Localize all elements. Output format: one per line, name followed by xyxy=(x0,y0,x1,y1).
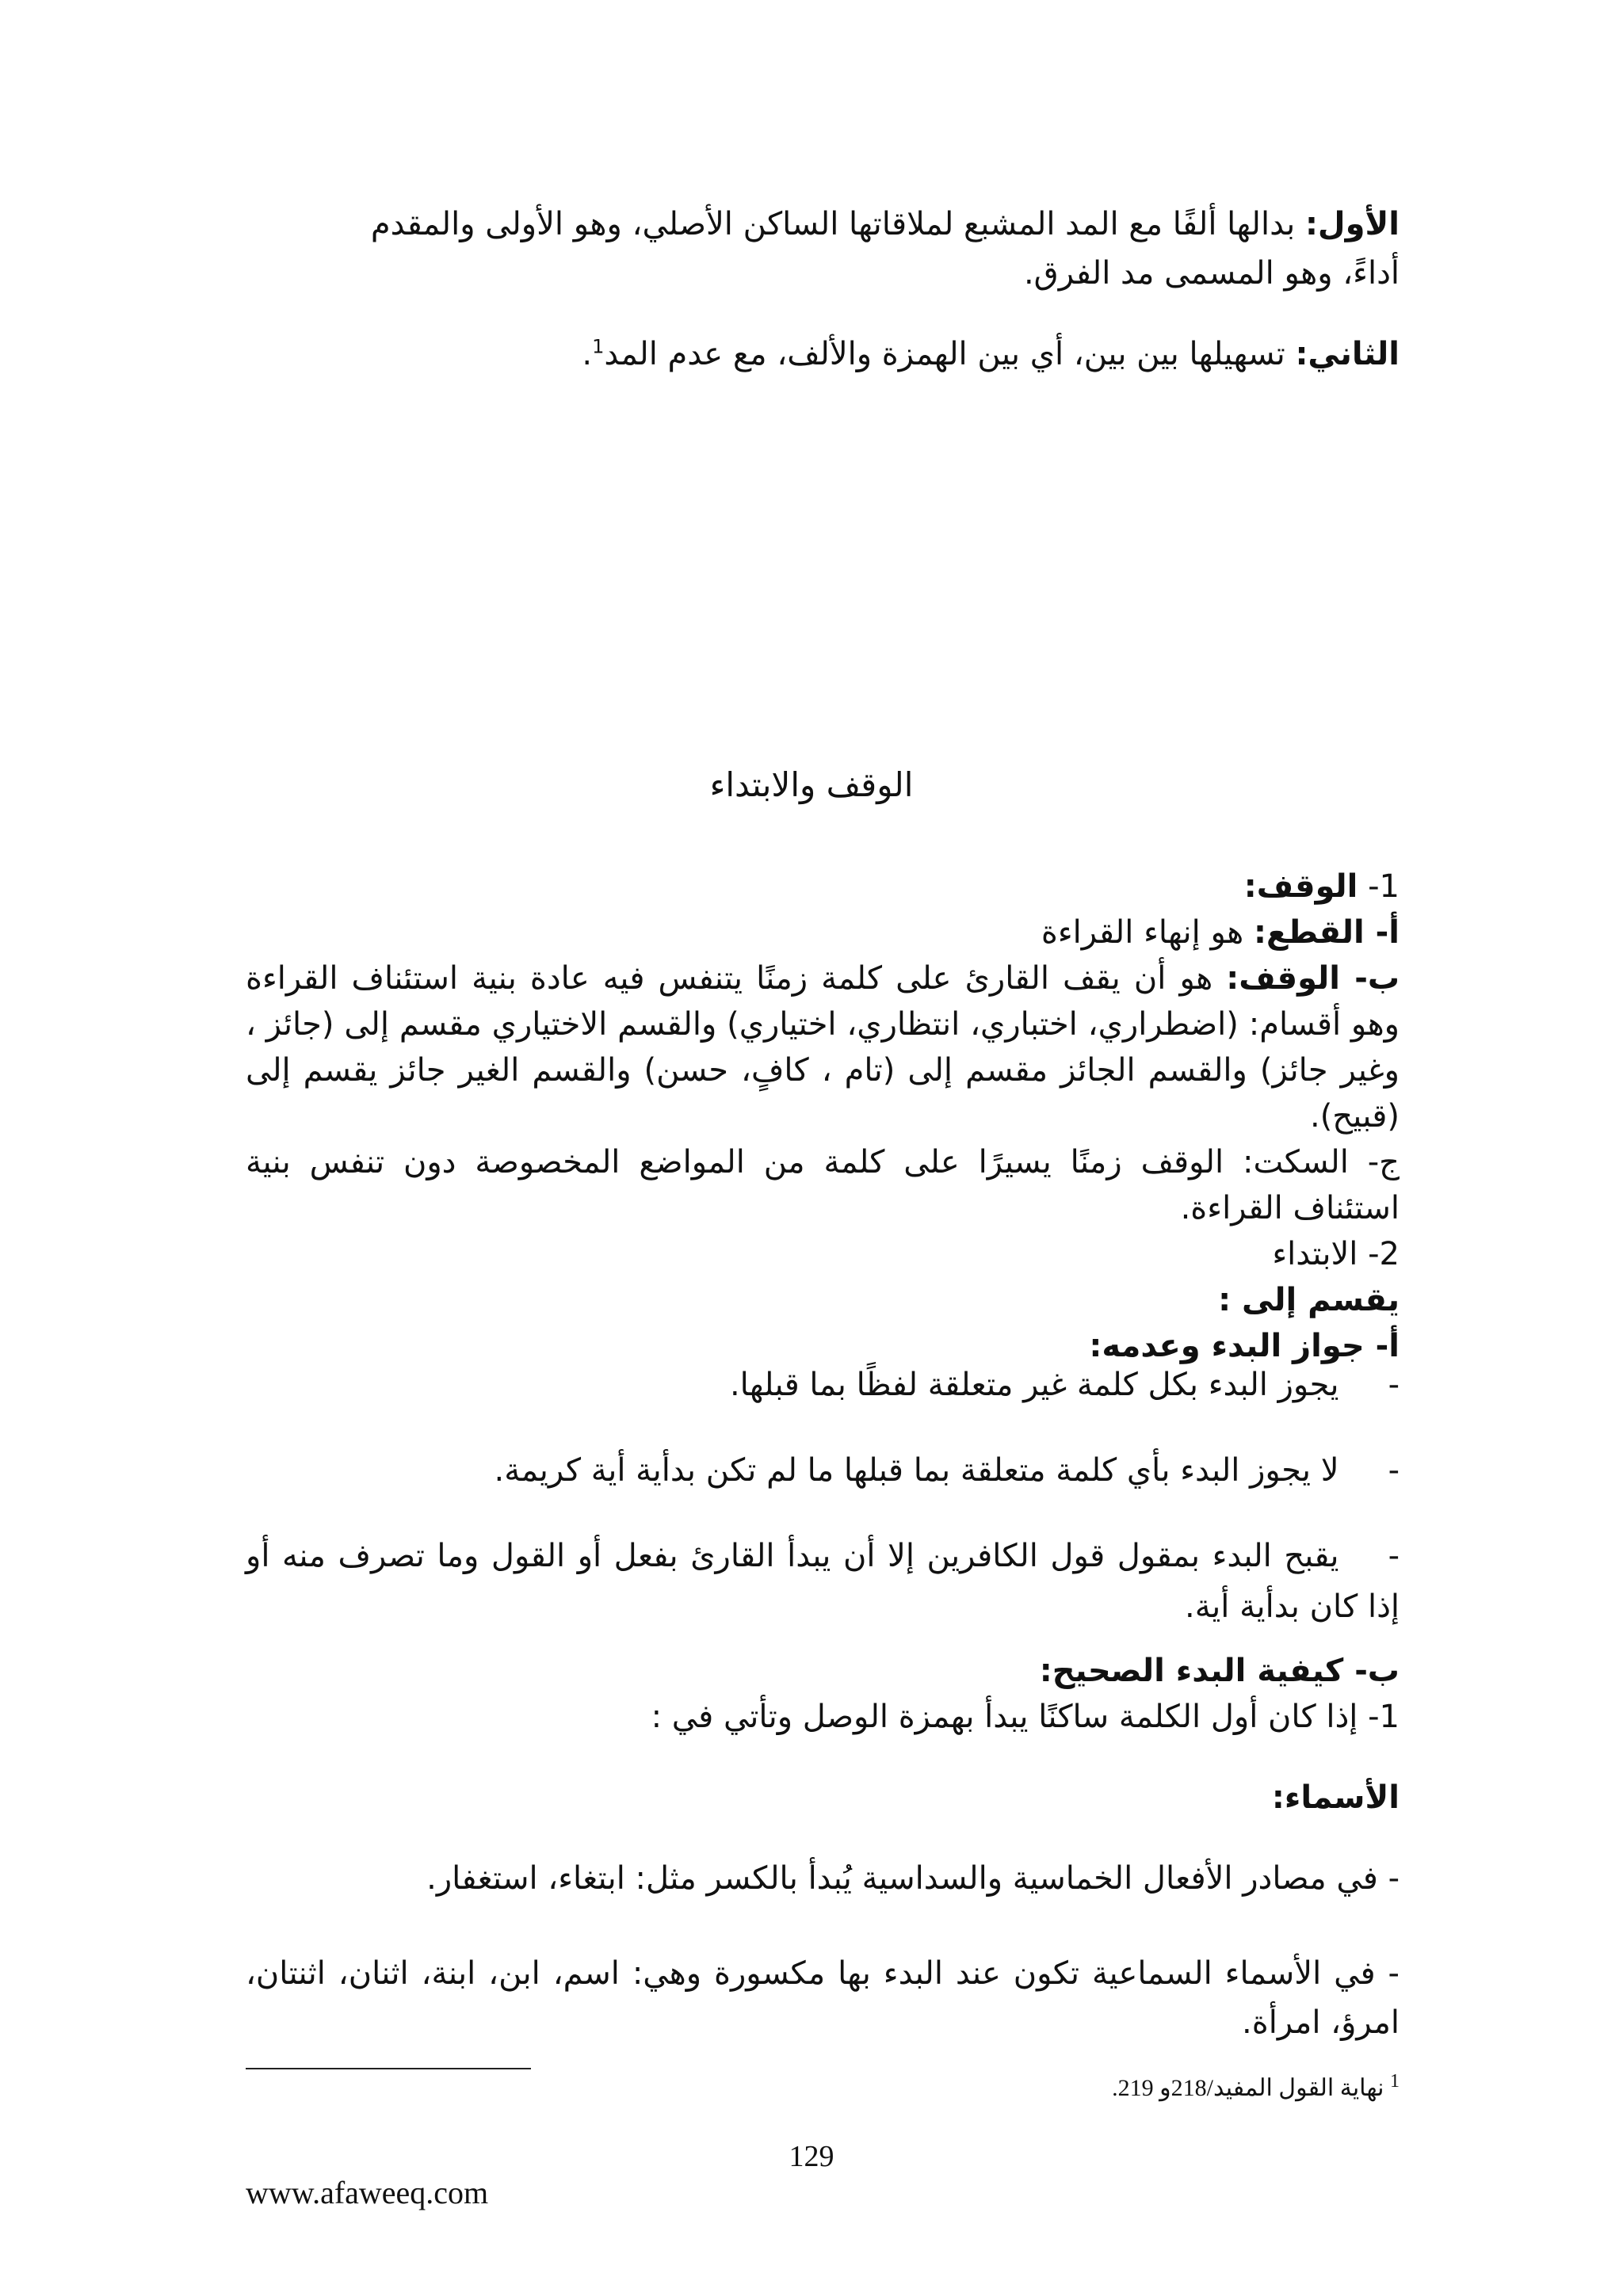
footnote xyxy=(1112,2071,1400,2102)
footnote-number: 1 xyxy=(1390,2071,1400,2092)
nouns-item-1: - في مصادر الأفعال الخماسية والسداسية يُبدأ بالكسر مثل: ابتغاء، استغفار. xyxy=(426,1860,1400,1897)
ibtida-title: 2- الابتداء xyxy=(1272,1236,1400,1272)
list-item xyxy=(246,1360,1400,1410)
waqf-number: 1- xyxy=(1358,868,1400,905)
website-link[interactable]: www.afaweeq.com xyxy=(246,2175,489,2210)
ibtida-divides: يقسم إلى : xyxy=(1218,1282,1400,1318)
page-number: 129 xyxy=(789,2140,834,2173)
nouns-heading-block xyxy=(246,1773,1400,1822)
ibtida-a-title: أ- جواز البدء وعدمه: xyxy=(1089,1328,1400,1364)
list-item xyxy=(246,1531,1400,1632)
waqf-def-text: هو أن يقف القارئ على كلمة زمنًا يتنفس فيه عادة بنية استئناف القراءة وهو أقسام: (اضطراري، اختباري، انتظاري، اختياري) والقسم الاختياري مقسم إلى (جائز ، وغير جائز) والقسم الجائز مقسم إلى (تام ، كافٍ، حسن) والقسم الغير جائز يقسم إلى (قبيح). xyxy=(246,960,1400,1135)
list-item-text: لا يجوز البدء بأي كلمة متعلقة بما قبلها ما لم تكن بدأية أية كريمة. xyxy=(494,1452,1339,1489)
list-item-text: يقبح البدء بمقول قول الكافرين إلا أن يبدأ القارئ بفعل أو القول وما تصرف منه أو إذا كان بدأية أية. xyxy=(246,1538,1400,1625)
section-waqf xyxy=(246,864,1400,1369)
first-option-line-1 xyxy=(246,200,1400,249)
second-option-text: تسهيلها بين بين، أي بين الهمزة والألف، مع عدم المد xyxy=(604,336,1296,372)
correct-start-title: ب- كيفية البدء الصحيح: xyxy=(1039,1653,1400,1689)
second-option-label: الثاني: xyxy=(1295,336,1400,372)
list-item-text: يجوز البدء بكل كلمة غير متعلقة لفظًا بما قبلها. xyxy=(729,1367,1339,1403)
correct-start-rule-1: 1- إذا كان أول الكلمة ساكنًا يبدأ بهمزة الوصل وتأتي في : xyxy=(651,1699,1400,1735)
waqf-def-label: ب- الوقف: xyxy=(1226,960,1400,997)
footnote-separator xyxy=(246,2068,531,2069)
waqf-definition xyxy=(246,955,1400,1139)
list-dash: - xyxy=(1388,1367,1400,1403)
first-option-text: بدالها ألفًا مع المد المشبع لملاقاتها الساكن الأصلي، وهو الأولى والمقدم xyxy=(370,206,1305,242)
second-option-end: . xyxy=(582,336,593,372)
first-option-line-2: أداءً، وهو المسمى مد الفرق. xyxy=(1023,255,1400,292)
waqf-title: الوقف: xyxy=(1243,868,1358,905)
first-option-label: الأول: xyxy=(1304,206,1400,242)
paragraph-second-option xyxy=(246,330,1400,379)
paragraph-first-option xyxy=(246,200,1400,298)
qat-text: هو إنهاء القراءة xyxy=(1041,914,1254,951)
footnote-ref: 1 xyxy=(592,335,605,358)
sakt-definition: ج- السكت: الوقف زمنًا يسيرًا على كلمة من المواضع المخصوصة دون تنفس بنية استئناف القراءة. xyxy=(246,1144,1400,1226)
nouns-item-2: - في الأسماء السماعية تكون عند البدء بها مكسورة وهي: اسم، ابن، ابنة، اثنان، اثنتان، امرؤ، امرأة. xyxy=(246,1955,1400,2041)
list-item xyxy=(246,1445,1400,1496)
section-heading: الوقف والابتداء xyxy=(709,765,914,804)
nouns-item-1-block xyxy=(246,1854,1400,1903)
qat-label: أ- القطع: xyxy=(1253,914,1400,951)
list-dash: - xyxy=(1388,1452,1400,1489)
footnote-text: نهاية القول المفيد/218و 219. xyxy=(1112,2075,1390,2101)
nouns-heading: الأسماء: xyxy=(1271,1779,1400,1816)
ibtida-rules-list xyxy=(246,1360,1400,1632)
list-dash: - xyxy=(1388,1538,1400,1574)
section-correct-start xyxy=(246,1648,1400,1740)
